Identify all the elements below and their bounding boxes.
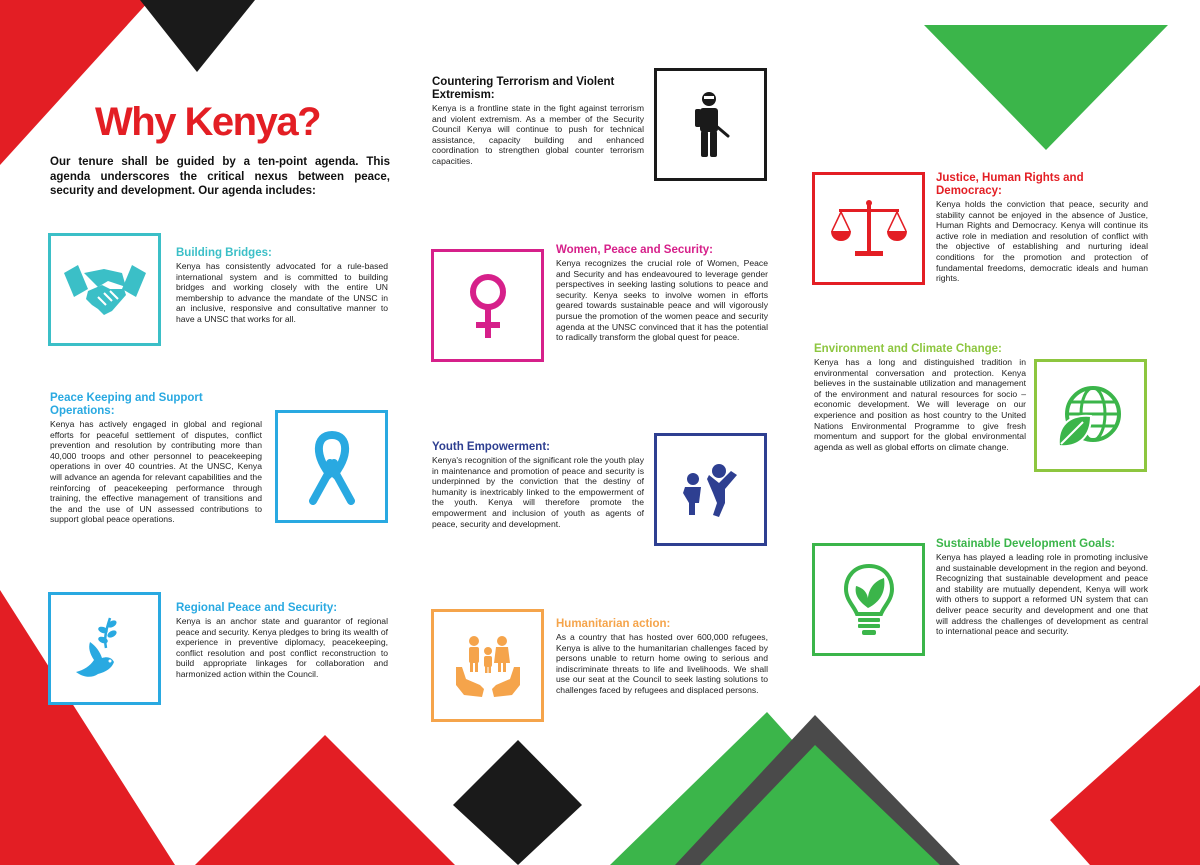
women-peace-section [556, 244, 768, 343]
regional-peace-section [176, 602, 388, 680]
page-title: Why Kenya? [95, 100, 321, 144]
ribbon-icon [309, 429, 355, 505]
female-symbol-icon [466, 272, 510, 340]
building-bridges-text: Kenya has consistently advocated for a rule-based international system and is committed to building bridges and working closely with the entire UN membership to advance the mandate of the UNSC in an inclusive, responsive and consultative manner to have a UNSC that works for all. [176, 261, 388, 324]
justice-heading: Justice, Human Rights and Democracy: [936, 172, 1084, 197]
countering-terrorism-heading: Countering Terrorism and Violent Extremism: [432, 76, 615, 101]
dove-icon [70, 614, 140, 684]
justice-text: Kenya holds the conviction that peace, security and stability cannot be enjoyed in the absence of Justice, Human Rights and Democracy. Kenya will continue its active role in mediation and resolution of conflict with the objective of establishing and nurturing ideal conditions for the promotion and protection of fundamental freedoms, democratic ideals and human rights. [936, 199, 1148, 284]
countering-terrorism-section [432, 76, 644, 167]
regional-peace-icon-box [48, 592, 161, 705]
family-hands-icon [452, 633, 524, 699]
peace-keeping-icon-box [275, 410, 388, 523]
black-diamond-bottom [453, 740, 582, 865]
regional-peace-heading: Regional Peace and Security: [176, 602, 338, 614]
youth-icon-box [654, 433, 767, 546]
sdg-heading: Sustainable Development Goals: [936, 538, 1115, 550]
handshake-icon [64, 259, 146, 321]
green-triangle-top-right [924, 25, 1168, 150]
justice-icon-box [812, 172, 925, 285]
youth-section [432, 441, 644, 529]
peace-keeping-heading: Peace Keeping and Support Operations: [50, 392, 203, 417]
environment-text: Kenya has a long and distinguished tradition in environmental conversation and protection. Kenya believes in the sustainable utilization and management of the environment and natural resources for socio – economic development. We will leverage on our experience and position as host country to the United Nations Environmental Programme to give fresh momentum and support for the global environmental agenda as well as global efforts on climate change. [814, 357, 1026, 452]
humanitarian-icon-box [431, 609, 544, 722]
countering-terrorism-text: Kenya is a frontline state in the fight against terrorism and violent extremism. As a member of the Security Council Kenya will continue to push for technical assistance, capacity building and enhanced coordination to strengthen global counter terrorism capacities. [432, 103, 644, 166]
building-bridges-heading: Building Bridges: [176, 247, 272, 259]
intro-text: Our tenure shall be guided by a ten-point agenda. This agenda underscores the critical nexus between peace, security and development. Our agenda includes: [50, 156, 390, 197]
scales-icon [829, 197, 909, 261]
red-triangle-bottom-right [1050, 685, 1200, 865]
regional-peace-text: Kenya is an anchor state and guarantor of regional peace and security. Kenya pledges to bring its wealth of experience in preventive diplomacy, peacekeeping, conflict resolution and post conflict reconstruction to build appropriate linkages for collaboration and harmonized action within the Council. [176, 616, 388, 679]
sdg-icon-box [812, 543, 925, 656]
youth-text: Kenya's recognition of the significant role the youth play in maintenance and promotion of peace and security is underpinned by the conviction that the destiny of humanity is inextricably linked to the empowerment of the youth. Kenya will therefore promote the empowerment and inclusion of youth as agents of peace, security and development. [432, 455, 644, 529]
lightbulb-leaf-icon [842, 562, 896, 638]
soldier-icon [691, 92, 731, 158]
sdg-section [936, 538, 1148, 637]
humanitarian-text: As a country that has hosted over 600,000 refugees, Kenya is alive to the humanitarian challenges faced by persons unable to return home owing to serious and indiscriminate threats to life and livelihoods. We shall use our seat at the Council to seek lasting solutions to challenges faced by refugees and displaced persons. [556, 632, 768, 695]
environment-heading: Environment and Climate Change: [814, 343, 1002, 355]
humanitarian-heading: Humanitarian action: [556, 618, 671, 630]
sdg-text: Kenya has played a leading role in promoting inclusive and sustainable development in the region and beyond. Recognizing that sustainable development and peace and stability are mutually dependent, Kenya will work with others to support a reformed UN system that can deliver peace security and development and one that will address the challenges of development as central to international peace and security. [936, 552, 1148, 637]
black-triangle-top [140, 0, 255, 72]
women-peace-text: Kenya recognizes the crucial role of Women, Peace and Security and has endeavoured to leverage gender perspectives in seeking lasting solutions to peace and security. Kenya seeks to involve women in efforts geared towards sustainable peace and will vigorously pursue the promotion of the women peace and security agenda at the UNSC convinced that it has the potential to radically transform the global quest for peace. [556, 258, 768, 343]
justice-section [936, 172, 1148, 284]
red-triangle-bottom-center [195, 735, 455, 865]
women-peace-heading: Women, Peace and Security: [556, 244, 714, 256]
building-bridges-section [176, 247, 388, 325]
youth-figures-icon [679, 459, 743, 521]
countering-terrorism-icon-box [654, 68, 767, 181]
humanitarian-section [556, 618, 768, 696]
peace-keeping-text: Kenya has actively engaged in global and regional efforts for peaceful settlement of disputes, conflict prevention and resolution by contributing more than 40,000 troops and other personnel to peacekeeping operations in over 40 countries. At the UNSC, Kenya will advance an agenda for relevant capabilities and the reinforcing of peacekeeping performance through training, the effective management of transitions and the and the use of UN assessed contributions to support global peace operations. [50, 419, 262, 525]
peace-keeping-section [50, 392, 262, 525]
globe-leaf-icon [1055, 380, 1127, 452]
environment-section [814, 343, 1026, 452]
women-peace-icon-box [431, 249, 544, 362]
building-bridges-icon-box [48, 233, 161, 346]
environment-icon-box [1034, 359, 1147, 472]
youth-heading: Youth Empowerment: [432, 441, 550, 453]
